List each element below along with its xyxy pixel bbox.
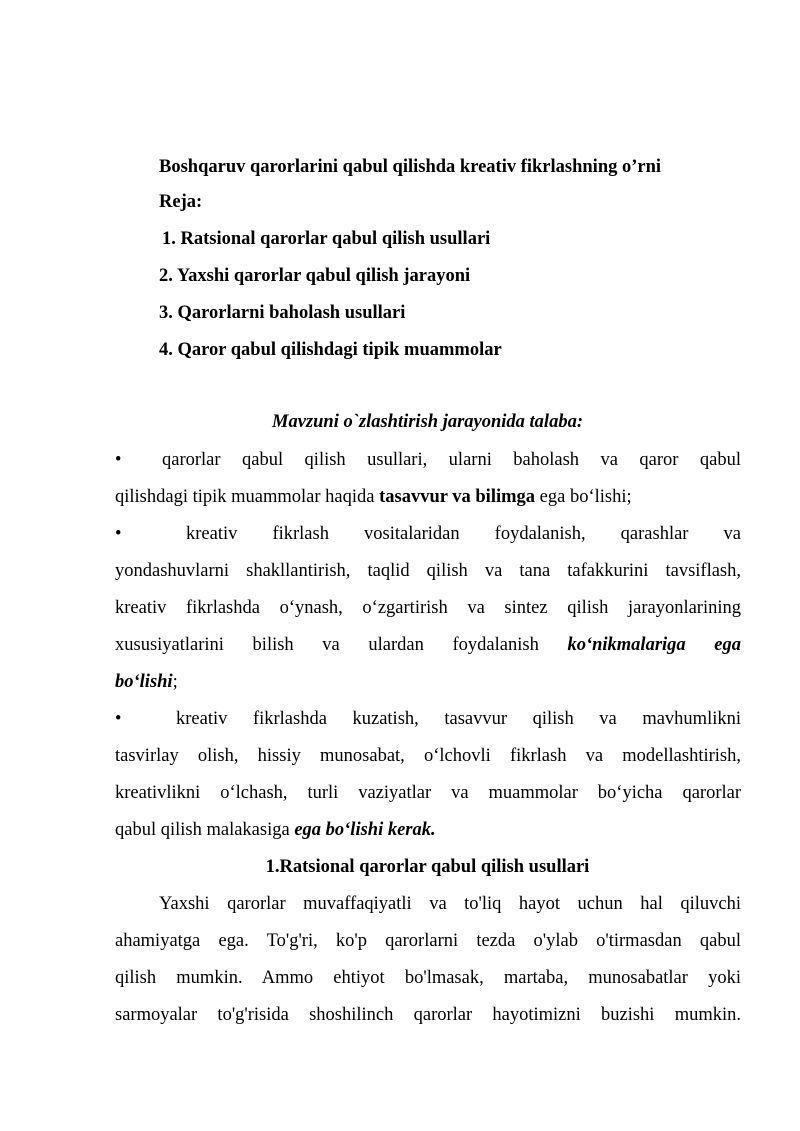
emphasis-bold-italic: ega bo‘lishi kerak.: [294, 820, 436, 840]
bullet-2-line-4: [115, 633, 741, 657]
plan-heading: Reja:: [159, 192, 203, 212]
bullet-3-line-4: [115, 818, 436, 842]
plan-item: 3. Qarorlarni baholash usullari: [159, 303, 406, 323]
bullet-2-line-1: kreativ fikrlash vositalaridan foydalanish, qarashlar va: [186, 524, 741, 544]
bullet-2-line-2: yondashuvlarni shakllantirish, taqlid qilish va tana tafakkurini tavsiflash,: [115, 561, 741, 581]
objectives-heading: Mavzuni o`zlashtirish jarayonida talaba:: [272, 412, 583, 432]
paragraph-line-4: sarmoyalar to'g'risida shoshilinch qarorlar hayotimizni buzishi mumkin.: [115, 1005, 741, 1025]
bullet-3-line-2: tasvirlay olish, hissiy munosabat, o‘lchovli fikrlash va modellashtirish,: [115, 746, 741, 766]
text-run: ega bo‘lishi;: [535, 487, 632, 507]
text-run: xususiyatlarini bilish va ulardan foydalanish: [115, 635, 568, 655]
bullet-mark: •: [115, 709, 122, 729]
emphasis-bold: tasavvur va bilimga: [379, 487, 536, 507]
bullet-mark: •: [115, 450, 122, 470]
paragraph-line-1: Yaxshi qarorlar muvaffaqiyatli va to'liq hayot uchun hal qiluvchi: [159, 894, 741, 914]
text-run: qabul qilish malakasiga: [115, 820, 295, 840]
text-run: ;: [172, 672, 178, 692]
bullet-1-line-2: [115, 485, 632, 509]
plan-item: 4. Qaror qabul qilishdagi tipik muammolar: [159, 340, 502, 360]
bullet-2-line-5: [115, 670, 178, 694]
paragraph-line-2: ahamiyatga ega. To'g'ri, ko'p qarorlarni tezda o'ylab o'tirmasdan qabul: [115, 931, 741, 951]
document-title: Boshqaruv qarorlarini qabul qilishda kreativ fikrlashning o’rni: [159, 157, 662, 177]
text-run: qilishdagi tipik muammolar haqida: [115, 487, 380, 507]
emphasis-bold-italic: ko‘nikmalariga ega: [567, 635, 742, 655]
bullet-2-line-3: kreativ fikrlashda o‘ynash, o‘zgartirish va sintez qilish jarayonlarining: [115, 598, 741, 618]
bullet-1-line-1: qarorlar qabul qilish usullari, ularni baholash va qaror qabul: [162, 450, 741, 470]
bullet-3-line-3: kreativlikni o‘lchash, turli vaziyatlar va muammolar bo‘yicha qarorlar: [115, 783, 741, 803]
emphasis-bold-italic: bo‘lishi: [115, 672, 173, 692]
plan-item: 1. Ratsional qarorlar qabul qilish usullari: [162, 229, 491, 249]
paragraph-line-3: qilish mumkin. Ammo ehtiyot bo'lmasak, martaba, munosabatlar yoki: [115, 968, 741, 988]
plan-item: 2. Yaxshi qarorlar qabul qilish jarayoni: [159, 266, 471, 286]
section-heading: 1.Ratsional qarorlar qabul qilish usullari: [265, 857, 590, 877]
bullet-3-line-1: kreativ fikrlashda kuzatish, tasavvur qilish va mavhumlikni: [176, 709, 741, 729]
bullet-mark: •: [115, 524, 122, 544]
